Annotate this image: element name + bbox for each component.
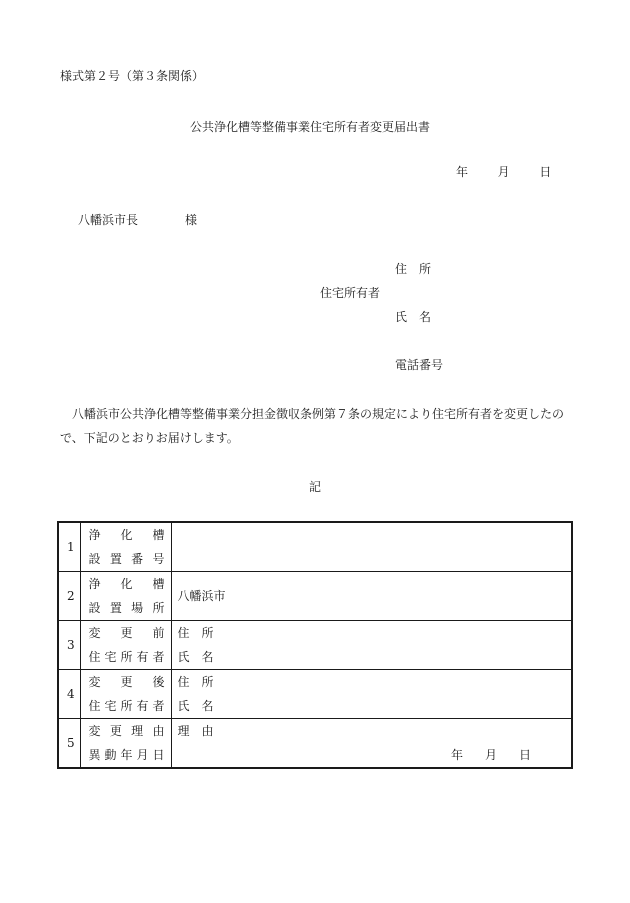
transfer-date: [451, 749, 531, 761]
row-label-char: 所: [120, 699, 133, 713]
row-label-char: 浄: [88, 577, 101, 591]
row-label-char: 異: [88, 748, 101, 762]
row-number: 4: [58, 670, 80, 719]
row-label-char: 変: [88, 626, 101, 640]
row-label-char: 化: [120, 528, 133, 542]
table-row: [58, 572, 572, 621]
row-value: [171, 572, 572, 621]
row-label-line: [81, 719, 171, 743]
row-label-line: [81, 547, 171, 571]
applicant-name-label: 氏 名: [395, 310, 432, 324]
row-label-char: 所: [120, 650, 133, 664]
row-label-char: 住: [88, 699, 101, 713]
table-row: [58, 670, 572, 719]
row-label-line: [81, 621, 171, 645]
row-label-line: [81, 523, 171, 547]
row-label-char: 日: [152, 748, 165, 762]
row-label-char: 置: [109, 601, 122, 615]
row-label-char: 者: [152, 699, 165, 713]
transfer-date-year: 年: [450, 748, 463, 762]
row-label-char: 前: [152, 626, 165, 640]
applicant-phone-label: 電話番号: [395, 358, 444, 372]
applicant-address-label: 住 所: [395, 262, 432, 276]
row-label-line: [81, 670, 171, 694]
ki-heading: 記: [309, 480, 322, 494]
row-number: 5: [58, 719, 80, 769]
header-date: [456, 166, 551, 178]
transfer-date-month: 月: [484, 748, 497, 762]
row-label-char: 理: [131, 724, 144, 738]
details-table: [57, 521, 573, 769]
row-label-char: 化: [120, 577, 133, 591]
row-label: [80, 719, 171, 769]
row-label-char: 更: [120, 626, 133, 640]
row-label-char: 宅: [104, 699, 117, 713]
row-label-line: [81, 694, 171, 718]
row-label-char: 更: [109, 724, 122, 738]
row-label-char: 由: [152, 724, 165, 738]
row-label-char: 号: [152, 552, 165, 566]
row-label: [80, 621, 171, 670]
row-value: [171, 621, 572, 670]
row-label-char: 有: [136, 699, 149, 713]
row-value: [171, 719, 572, 769]
body-paragraph: 八幡浜市公共浄化槽等整備事業分担金徴収条例第７条の規定により住宅所有者を変更したので、下記のとおりお届けします。: [60, 407, 565, 445]
row-label-char: 変: [88, 724, 101, 738]
form-number: 様式第２号（第３条関係）: [60, 69, 205, 83]
row-label-line: [81, 572, 171, 596]
table-row: [58, 621, 572, 670]
row-value-text: 八幡浜市: [177, 589, 226, 603]
date-day: 日: [539, 165, 552, 179]
row-label-char: 後: [152, 675, 165, 689]
row-label-char: 場: [131, 601, 144, 615]
document-title: 公共浄化槽等整備事業住宅所有者変更届出書: [190, 120, 431, 134]
table-row: [58, 522, 572, 572]
row-label-char: 有: [136, 650, 149, 664]
row-value-line1: 住 所: [177, 675, 214, 689]
row-label-char: 変: [88, 675, 101, 689]
table-row: [58, 719, 572, 769]
applicant-role-label: 住宅所有者: [320, 286, 381, 300]
row-label-char: 浄: [88, 528, 101, 542]
row-label-char: 動: [104, 748, 117, 762]
row-label-char: 宅: [104, 650, 117, 664]
row-value-text: [172, 523, 572, 571]
date-month: 月: [497, 165, 510, 179]
row-label-char: 所: [152, 601, 165, 615]
row-label-char: 置: [109, 552, 122, 566]
row-number: 1: [58, 522, 80, 572]
row-label-line: [81, 743, 171, 767]
addressee-name: 八幡浜市長: [78, 213, 139, 227]
body-paragraph-block: [60, 402, 580, 450]
row-label-char: 年: [120, 748, 133, 762]
row-number: 3: [58, 621, 80, 670]
row-label: [80, 670, 171, 719]
transfer-date-day: 日: [518, 748, 531, 762]
row-label: [80, 572, 171, 621]
row-label-char: 住: [88, 650, 101, 664]
row-label-char: 者: [152, 650, 165, 664]
row-label: [80, 522, 171, 572]
row-label-char: 槽: [152, 577, 165, 591]
row-label-line: [81, 645, 171, 669]
row-value-line1: 理 由: [177, 724, 214, 738]
row-label-char: 槽: [152, 528, 165, 542]
row-label-char: 設: [88, 552, 101, 566]
row-label-char: 月: [136, 748, 149, 762]
row-label-char: 設: [88, 601, 101, 615]
row-value-line1: 住 所: [177, 626, 214, 640]
row-value: [171, 522, 572, 572]
row-number: 2: [58, 572, 80, 621]
date-year: 年: [456, 165, 469, 179]
row-value-line2: 氏 名: [177, 650, 214, 664]
row-label-char: 更: [120, 675, 133, 689]
row-label-line: [81, 596, 171, 620]
row-value-line2: 氏 名: [177, 699, 214, 713]
row-value: [171, 670, 572, 719]
addressee-honorific: 様: [185, 213, 198, 227]
row-label-char: 番: [131, 552, 144, 566]
